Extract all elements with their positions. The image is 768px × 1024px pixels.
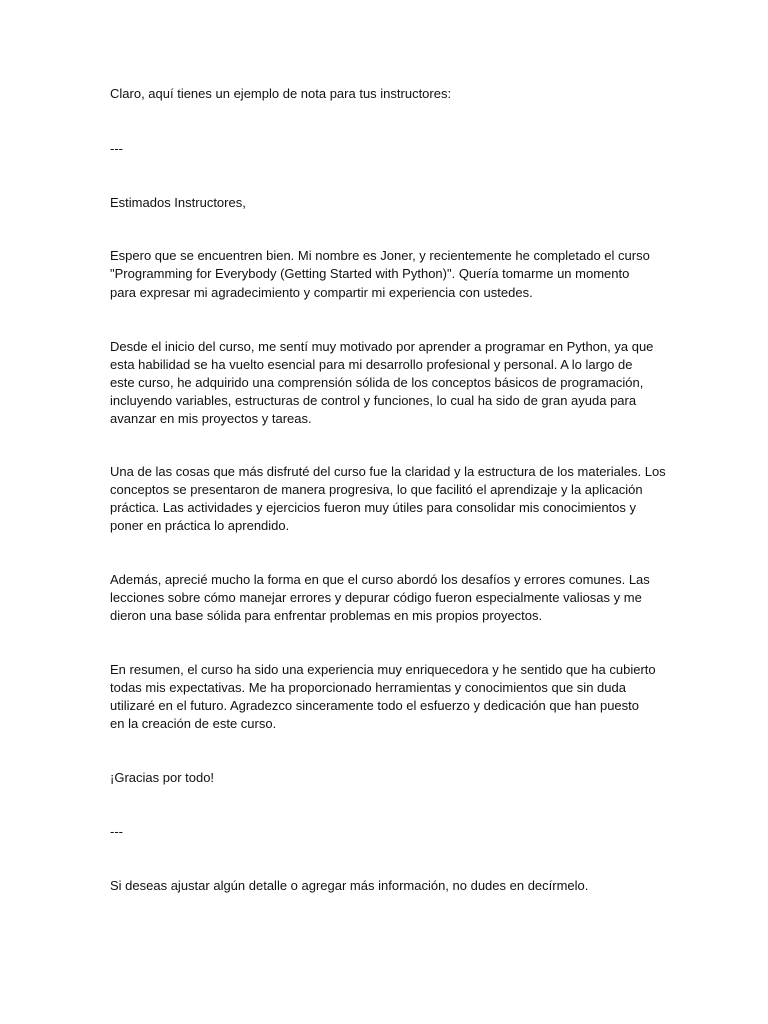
paragraph-5-line-4: en la creación de este curso. [110, 716, 277, 731]
paragraph-3-line-1: Una de las cosas que más disfruté del curso fue la claridad y la estructura de los materiales. Los [110, 464, 666, 479]
paragraph-5-line-2: todas mis expectativas. Me ha proporcionado herramientas y conocimientos que sin duda [110, 680, 626, 695]
greeting: Estimados Instructores, [110, 195, 246, 210]
paragraph-2-line-5: avanzar en mis proyectos y tareas. [110, 411, 312, 426]
paragraph-5-line-1: En resumen, el curso ha sido una experiencia muy enriquecedora y he sentido que ha cubierto [110, 662, 656, 677]
paragraph-1-line-3: para expresar mi agradecimiento y compartir mi experiencia con ustedes. [110, 285, 533, 300]
paragraph-4-line-1: Además, aprecié mucho la forma en que el curso abordó los desafíos y errores comunes. Las [110, 572, 650, 587]
separator-top: --- [110, 141, 123, 156]
paragraph-3-line-2: conceptos se presentaron de manera progresiva, lo que facilitó el aprendizaje y la aplicación [110, 482, 643, 497]
paragraph-5-line-3: utilizaré en el futuro. Agradezco sinceramente todo el esfuerzo y dedicación que han puesto [110, 698, 640, 713]
intro-line: Claro, aquí tienes un ejemplo de nota para tus instructores: [110, 86, 452, 101]
paragraph-3-line-3: práctica. Las actividades y ejercicios fueron muy útiles para consolidar mis conocimientos y [110, 500, 637, 515]
paragraph-2-line-2: esta habilidad se ha vuelto esencial para mi desarrollo profesional y personal. A lo largo de [110, 357, 633, 372]
paragraph-1-line-2: "Programming for Everybody (Getting Started with Python)". Quería tomarme un momento [110, 266, 630, 281]
paragraph-3-line-4: poner en práctica lo aprendido. [110, 518, 290, 533]
paragraph-1-line-1: Espero que se encuentren bien. Mi nombre es Joner, y recientemente he completado el curso [110, 248, 650, 263]
footer-note: Si deseas ajustar algún detalle o agregar más información, no dudes en decírmelo. [110, 878, 589, 893]
separator-bottom: --- [110, 824, 123, 839]
paragraph-4-line-2: lecciones sobre cómo manejar errores y depurar código fueron especialmente valiosas y me [110, 590, 642, 605]
closing-line: ¡Gracias por todo! [110, 770, 215, 785]
paragraph-2-line-4: incluyendo variables, estructuras de control y funciones, lo cual ha sido de gran ayuda para [110, 393, 637, 408]
paragraph-2-line-3: este curso, he adquirido una comprensión sólida de los conceptos básicos de programación, [110, 375, 644, 390]
paragraph-2-line-1: Desde el inicio del curso, me sentí muy motivado por aprender a programar en Python, ya que [110, 339, 654, 354]
paragraph-4-line-3: dieron una base sólida para enfrentar problemas en mis propios proyectos. [110, 608, 543, 623]
